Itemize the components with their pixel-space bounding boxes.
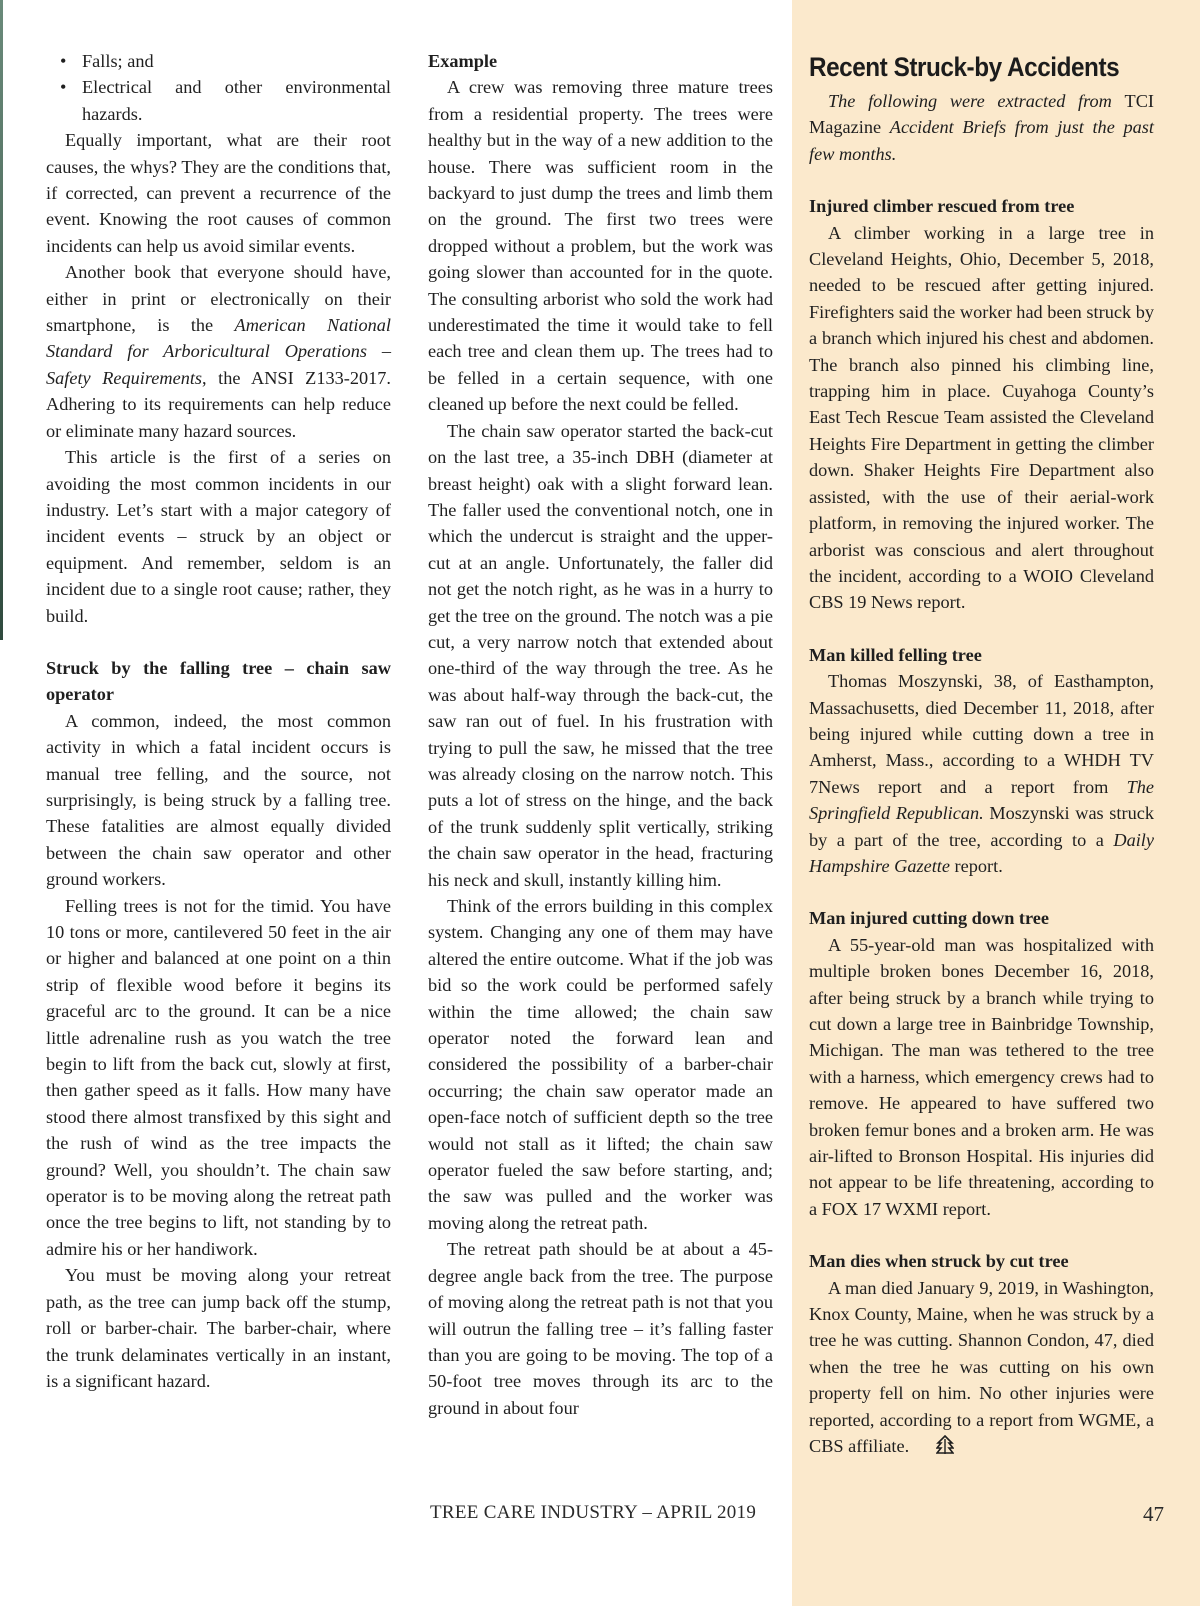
accident-heading: Man injured cutting down tree xyxy=(809,908,1050,929)
paragraph: Felling trees is not for the timid. You have 10 tons or more, cantilevered 50 feet in the air or higher and balanced at one point on a thin strip of flexible wood before it begins its graceful arc to the ground. It can be a nice little adrenaline rush as you watch the tree begin to lift from the back cut, slowly at first, then gather speed as it falls. How many have stood there almost transfixed by this sight and the rush of wind as the tree impacts the ground? Well, you shouldn’t. The chain saw operator is to be moving along the retreat path once the tree begins to lift, not standing by to admire his or her handiwork. xyxy=(46,895,391,1259)
paragraph: This article is the first of a series on avoiding the most common incidents in our industry. Let’s start with a major category of incident events – struck by an object or equipment. And remember, seldom is an incident due to a single root cause; rather, they build. xyxy=(46,447,391,626)
sidebar-box xyxy=(792,0,1200,1606)
example-heading: Example xyxy=(428,51,498,71)
paragraph: Another book that everyone should have, either in print or electronically on their smartphone, is the American National Standard for Arboricultural Operations – Safety Requirements, the ANSI Z133-2017. Adhering to its requirements can help reduce or eliminate many hazard sources. xyxy=(46,262,391,441)
sidebar-title: Recent Struck-by Accidents xyxy=(809,52,1120,82)
paragraph: Equally important, what are their root causes, the whys? They are the conditions that, if corrected, can prevent a recurrence of the event. Knowing the root causes of common incidents can help us avoid similar events. xyxy=(46,130,391,256)
list-item: • Electrical and other environmental hazards. xyxy=(46,74,391,127)
left-column xyxy=(46,48,391,1394)
paragraph: A common, indeed, the most common activity in which a fatal incident occurs is manual tree felling, and the source, not surprisingly, is being struck by a falling tree. These fatalities are almost equally divided between the chain saw operator and other ground workers. xyxy=(46,710,391,890)
paragraph: Think of the errors building in this complex system. Changing any one of them may have altered the entire outcome. What if the job was bid so the work could be performed safely within the time allowed; the chain saw operator noted the forward lean and considered the possibility of a barber-chair occurring; the chain saw operator made an open-face notch of sufficient depth so the tree would not stall as it lifted; the chain saw operator fueled the saw before starting, and; the saw was pulled and the worker was moving along the retreat path. xyxy=(428,896,773,1233)
accident-heading: Man dies when struck by cut tree xyxy=(809,1251,1069,1272)
paragraph: A crew was removing three mature trees from a residential property. The trees were healthy but in the way of a new addition to the house. There was sufficient room in the backyard to just dump the trees and limb them on the ground. The first two trees were dropped without a problem, but the work was going slower than accounted for in the quote. The consulting arborist who sold the work had underestimated the time it would take to fell each tree and clean them up. The trees had to be felled in a certain sequence, with one cleaned up before the next could be felled. xyxy=(428,77,773,415)
accident-text: A man died January 9, 2019, in Washington, Knox County, Maine, when he was struck by a tree he was cutting. Shannon Condon, 47, died when the tree he was cutting on his own property fell on him. No other injuries were reported, according to a report from WGME, a CBS affiliate. xyxy=(809,1277,1154,1457)
page-number: 47 xyxy=(1143,1502,1164,1526)
hazard-bullet-list xyxy=(46,48,391,127)
page-edge-decoration xyxy=(0,0,3,640)
accident-text: A 55-year-old man was hospitalized with multiple broken bones December 16, 2018, after being struck by a branch while trying to cut down a large tree in Bainbridge Township, Michigan. The man was tethered to the tree with a harness, which emergency crews had to remove. He appeared to have suffered two broken femur bones and a broken arm. He was air-lifted to Bronson Hospital. His injuries did not appear to be life threatening, according to a FOX 17 WXMI report. xyxy=(809,934,1154,1219)
accident-heading: Injured climber rescued from tree xyxy=(809,196,1075,217)
paragraph: You must be moving along your retreat path, as the tree can jump back off the stump, roll or barber-chair. The barber-chair, where the trunk delaminates vertically in an instant, is a significant hazard. xyxy=(46,1265,391,1391)
section-subheading: Struck by the falling tree – chain saw operator xyxy=(46,657,391,705)
sidebar-content xyxy=(809,48,1154,1460)
running-footer: TREE CARE INDUSTRY – APRIL 2019 xyxy=(430,1502,757,1523)
tree-end-mark-icon xyxy=(917,1435,935,1455)
middle-column xyxy=(428,48,773,1421)
accident-text: A climber working in a large tree in Cleveland Heights, Ohio, December 5, 2018, needed to be rescued after getting injured. Firefighters said the worker had been struck by a branch which injured his chest and abdomen. The branch also pinned his climbing line, trapping him in place. Cuyahoga County’s East Tech Rescue Team assisted the Cleveland Heights Fire Department in getting the climber down. Shaker Heights Fire Department also assisted, with the use of their aerial-work platform, in removing the injured worker. The arborist was conscious and alert throughout the incident, according to a WOIO Cleveland CBS 19 News report. xyxy=(809,222,1154,613)
standard-title: American National Standard for Arboricultural Operations – Safety Requirements xyxy=(46,315,391,388)
sidebar-intro: The following were extracted from TCI Magazine Accident Briefs from just the past few months. xyxy=(809,91,1154,164)
paragraph: The chain saw operator started the back-cut on the last tree, a 35-inch DBH (diameter at breast height) oak with a slight forward lean. The faller used the conventional notch, one in which the undercut is straight and the upper-cut at an angle. Unfortunately, the faller did not get the notch right, as he was in a hurry to get the tree on the ground. The notch was a pie cut, a very narrow notch that extended about one-third of the way through the tree. As he was about half-way through the back-cut, the saw ran out of fuel. In his frustration with trying to pull the saw, he missed that the tree was already closing on the narrow notch. This puts a lot of stress on the hinge, and the back of the trunk suddenly split vertically, striking the chain saw operator in the head, fracturing his neck and skull, instantly killing him. xyxy=(428,420,773,890)
list-item: • Falls; and xyxy=(46,48,391,74)
accident-text: Thomas Moszynski, 38, of Easthampton, Massachusetts, died December 11, 2018, after being injured while cutting down a tree in Amherst, Mass., according to a WHDH TV 7News report and a report from The Springfield Republican. Moszynski was struck by a part of the tree, according to a Daily Hampshire Gazette report. xyxy=(809,671,1154,876)
accident-heading: Man killed felling tree xyxy=(809,644,982,665)
paragraph: The retreat path should be at about a 45-degree angle back from the tree. The purpose of moving along the retreat path is not that you will outrun the falling tree – it’s falling faster than you are going to be moving. The top of a 50-foot tree moves through its arc to the ground in about four xyxy=(428,1239,773,1418)
